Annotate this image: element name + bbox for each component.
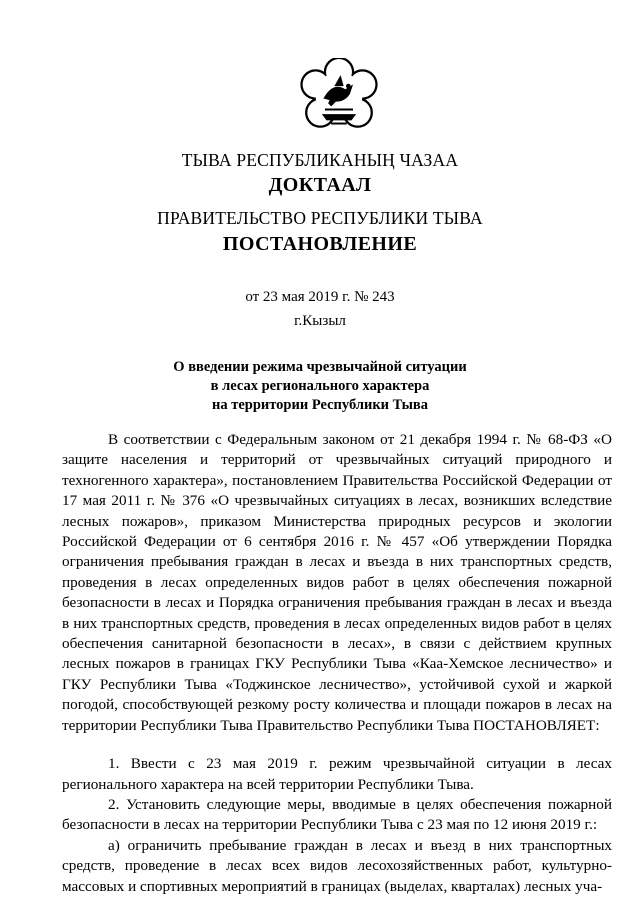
decree-body (62, 430, 612, 897)
decree-date-number: от 23 мая 2019 г. № 243 (245, 289, 395, 305)
body-paragraph-item-1: 1. Ввести с 23 мая 2019 г. режим чрезвычайной ситуации в лесах регионального характера на всей территории Республики Тыва. (62, 755, 612, 793)
decree-title-line-2: в лесах регионального характера (210, 378, 430, 394)
header-line-tuvan-government: ТЫВА РЕСПУБЛИКАНЫҢ ЧАЗАА (181, 150, 459, 170)
body-paragraph-item-2: 2. Установить следующие меры, вводимые в целях обеспечения пожарной безопасности в лесах на территории Республики Тыва с 23 мая по 12 июня 2019 г.: (62, 795, 612, 834)
tuva-coat-of-arms-emblem (300, 58, 378, 136)
decree-title-line-1: О введении режима чрезвычайной ситуации (173, 359, 467, 375)
header-line-government: ПРАВИТЕЛЬСТВО РЕСПУБЛИКИ ТЫВА (157, 208, 483, 228)
decree-city: г.Кызыл (294, 313, 346, 329)
decree-title-line-3: на территории Республики Тыва (211, 397, 429, 413)
body-paragraph-item-2a: а) ограничить пребывание граждан в лесах и въезд в них транспортных средств, проведение в лесах всех видов лесохозяйственных работ, культурно-массовых и спортивных мероприятий в границах (выделах, кварталах) лесных уча- (62, 836, 612, 895)
body-paragraph-preamble: В соответствии с Федеральным законом от 21 декабря 1994 г. № 68-ФЗ «О защите населения и территорий от чрезвычайных ситуаций природного и техногенного характера», постановлением Правительства Российской Федерации от 17 мая 2011 г. № 376 «О чрезвычайных ситуациях в лесах, возникших вследствие лесных пожаров», приказом Министерства природных ресурсов и экологии Российской Федерации от 6 сентября 2016 г. № 457 «Об утверждении Порядка ограничения пребывания граждан в лесах и въезда в них транспортных средств, проведения в лесах определенных видов работ в целях обеспечения пожарной безопасности в лесах и Порядка ограничения пребывания граждан в лесах и въезда в них транспортных средств, проведения в лесах определенных видов работ в целях обеспечения санитарной безопасности в лесах», в связи с действием крупных лесных пожаров в границах ГКУ Республики Тыва «Каа-Хемское лесничество» и ГКУ Республики Тыва «Тоджинское лесничество», устойчивой сухой и жаркой погодой, способствующей резкому росту количества и площади пожаров в лесах на территории Республики Тыва Правительство Республики Тыва ПОСТАНОВЛЯЕТ: (62, 431, 612, 734)
header-line-decree: ПОСТАНОВЛЕНИЕ (222, 233, 418, 255)
header-line-tuvan-decree: ДОКТААЛ (268, 174, 372, 196)
